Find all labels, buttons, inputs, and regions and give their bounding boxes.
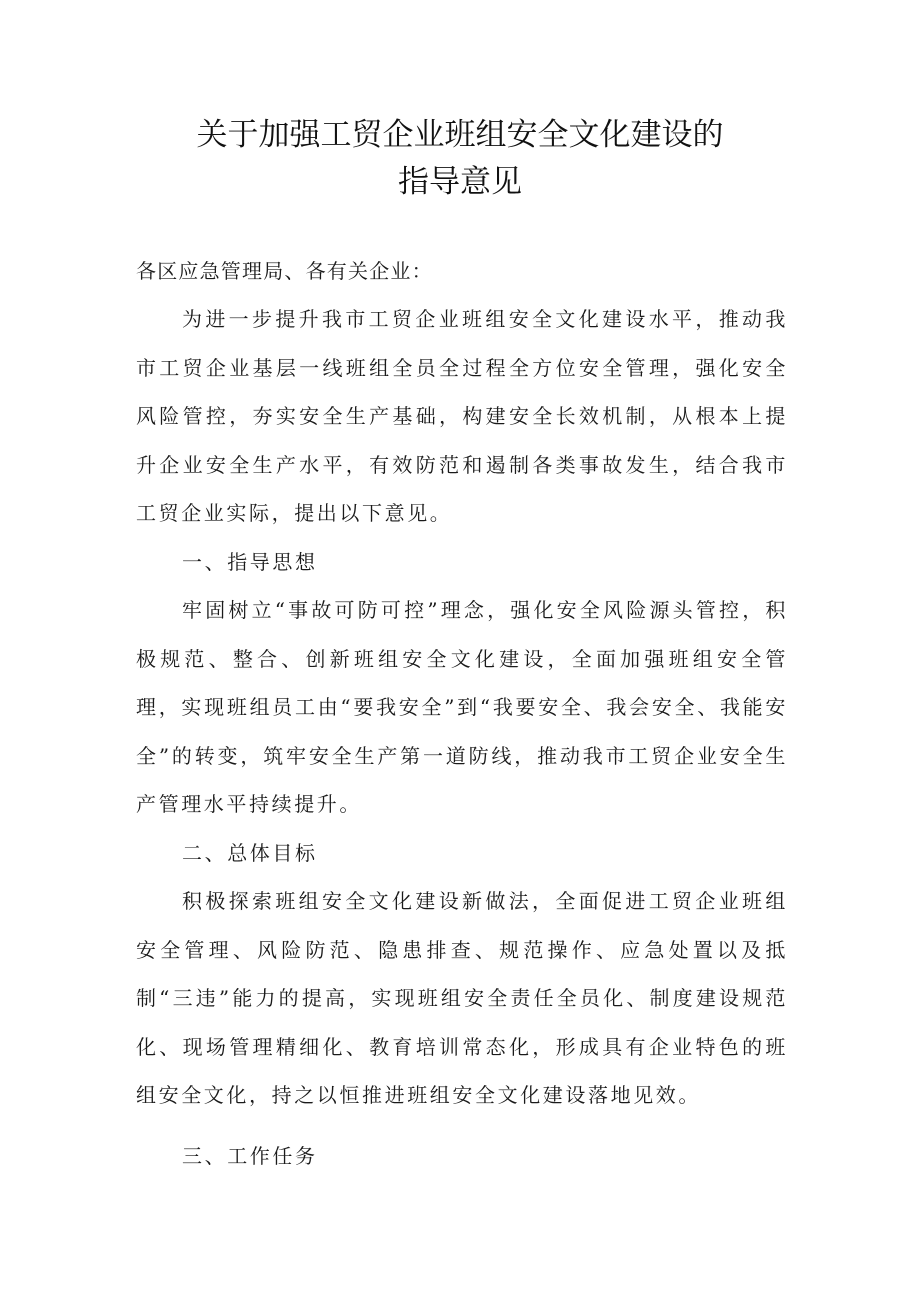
section-1-heading: 一、指导思想 — [182, 549, 318, 574]
section-2-paragraph: 积极探索班组安全文化建设新做法，全面促进工贸企业班组安全管理、风险防范、隐患排查、规范操作、应急处置以及抵制“三违”能力的提高，实现班组安全责任全员化、制度建设规范化、现场管理精细化、教育培训常态化，形成具有企业特色的班组安全文化，持之以恒推进班组安全文化建设落地见效。 — [136, 889, 788, 1107]
section-3-heading: 三、工作任务 — [182, 1144, 318, 1168]
intro-paragraph: 为进一步提升我市工贸企业班组安全文化建设水平，推动我市工贸企业基层一线班组全员全过程全方位安全管理，强化安全风险管控，夯实安全生产基础，构建安全长效机制，从根本上提升企业安全生产水平，有效防范和遏制各类事故发生，结合我市工贸企业实际，提出以下意见。 — [136, 307, 788, 525]
document-title-line-1: 关于加强工贸企业班组安全文化建设的 — [196, 117, 724, 153]
section-2-heading: 二、总体目标 — [182, 840, 318, 865]
document-title-line-2: 指导意见 — [398, 164, 522, 200]
salutation: 各区应急管理局、各有关企业： — [136, 259, 433, 283]
document-body — [136, 295, 788, 1120]
section-1-paragraph: 牢固树立“事故可防可控”理念，强化安全风险源头管控，积极规范、整合、创新班组安全文化建设，全面加强班组安全管理，实现班组员工由“要我安全”到“我要安全、我会安全、我能安全”的转变，筑牢安全生产第一道防线，推动我市工贸企业安全生产管理水平持续提升。 — [136, 598, 788, 816]
section-3-container — [136, 1132, 788, 1181]
